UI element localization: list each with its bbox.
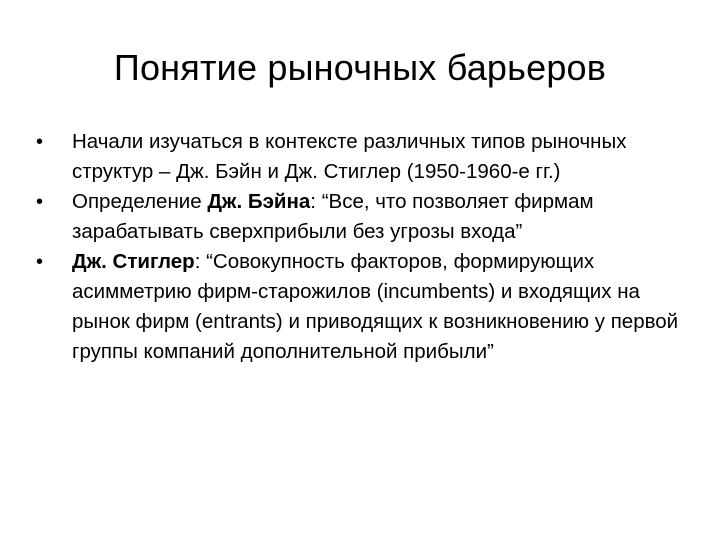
slide-title: Понятие рыночных барьеров bbox=[113, 47, 607, 88]
bullet-icon: • bbox=[36, 251, 44, 273]
bullet-item-3 bbox=[36, 247, 696, 367]
bullet-prefix-text: Определение bbox=[72, 190, 208, 213]
bullet-icon: • bbox=[36, 131, 44, 153]
bullet-quote-text: : “Все, что позволяет фирмам зарабатывать сверхприбыли без угрозы входа” bbox=[72, 190, 594, 243]
bullet-item-1 bbox=[36, 127, 696, 187]
bullet-item-2 bbox=[36, 187, 696, 247]
bullet-quote-text: : “Совокупность факторов, формирующих асимметрию фирм-старожилов (incumbents) и входящих на рынок фирм (entrants) и приводящих к возникновению у первой группы компаний дополнительной прибыли” bbox=[72, 250, 679, 363]
bullet-list bbox=[36, 127, 696, 367]
bullet-text: Начали изучаться в контексте различных типов рыночных структур – Дж. Бэйн и Дж. Стиглер (1950-1960-е гг.) bbox=[72, 130, 627, 183]
bullet-bold-name: Дж. Стиглер bbox=[72, 250, 195, 273]
bullet-bold-name: Дж. Бэйна bbox=[207, 190, 311, 213]
bullet-icon: • bbox=[36, 191, 44, 213]
